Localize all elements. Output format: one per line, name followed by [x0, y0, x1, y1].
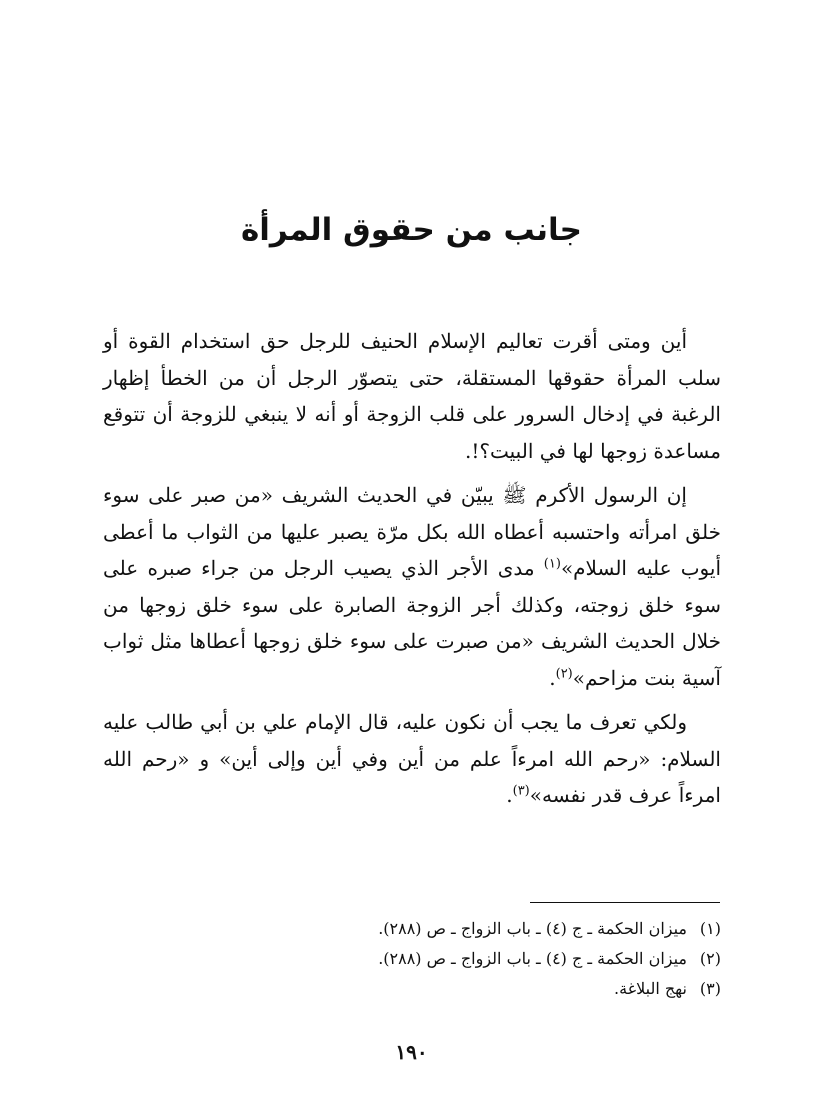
footnote-text: نهج البلاغة. [614, 979, 687, 998]
paragraph-3-part-2: . [506, 783, 513, 807]
paragraph-2-part-3: . [549, 665, 556, 690]
body-text [103, 323, 721, 822]
footnote-ref-2: (٢) [555, 665, 573, 681]
footnote-divider [530, 902, 720, 903]
footnote-number: (٣) [699, 979, 721, 998]
footnote-1 [103, 914, 721, 944]
paragraph-3 [103, 704, 721, 814]
paragraph-2-part-1: إن الرسول الأكرم ﷺ يبيّن في الحديث الشريف «من صبر على سوء خلق امرأته واحتسبه أعطاه الله بكل مرّة يصبر عليها من الثواب ما أعطى أيوب عليه السلام» [103, 483, 722, 580]
footnote-text: ميزان الحكمة ـ ج (٤) ـ باب الزواج ـ ص (٢٨٨). [378, 919, 687, 938]
footnote-number: (٢) [699, 949, 721, 968]
page-number: ١٩٠ [395, 1040, 428, 1064]
chapter-title: جانب من حقوق المرأة [241, 212, 582, 248]
footnote-3 [103, 974, 721, 1004]
paragraph-2 [103, 477, 721, 696]
paragraph-2-part-2: مدى الأجر الذي يصيب الرجل من جراء صبره على سوء خلق زوجته، وكذلك أجر الزوجة الصابرة على سوء خلق زوجها من خلال الحديث الشريف «من صبرت على سوء خلق زوجها أعطاها مثل ثواب آسية بنت مزاحم» [103, 556, 721, 690]
footnote-2 [103, 944, 721, 974]
paragraph-1: أين ومتى أقرت تعاليم الإسلام الحنيف للرجل حق استخدام القوة أو سلب المرأة حقوقها المستقلة، حتى يتصوّر الرجل أن من الخطأ إظهار الرغبة في إدخال السرور على قلب الزوجة أو أنه لا ينبغي للزوجة أن تتوقع مساعدة زوجها لها في البيت؟!. [103, 329, 721, 463]
footnote-ref-3: (٣) [512, 783, 530, 799]
footnote-number: (١) [699, 919, 721, 938]
footnote-ref-1: (١) [543, 556, 561, 572]
footnotes [103, 914, 721, 1004]
footnote-text: ميزان الحكمة ـ ج (٤) ـ باب الزواج ـ ص (٢٨٨). [378, 949, 687, 968]
paragraph-3-part-1: ولكي تعرف ما يجب أن نكون عليه، قال الإمام علي بن أبي طالب عليه السلام: «رحم الله امرءاً علم من أين وفي أين وإلى أين» و «رحم الله امرءاً عرف قدر نفسه» [103, 710, 721, 807]
